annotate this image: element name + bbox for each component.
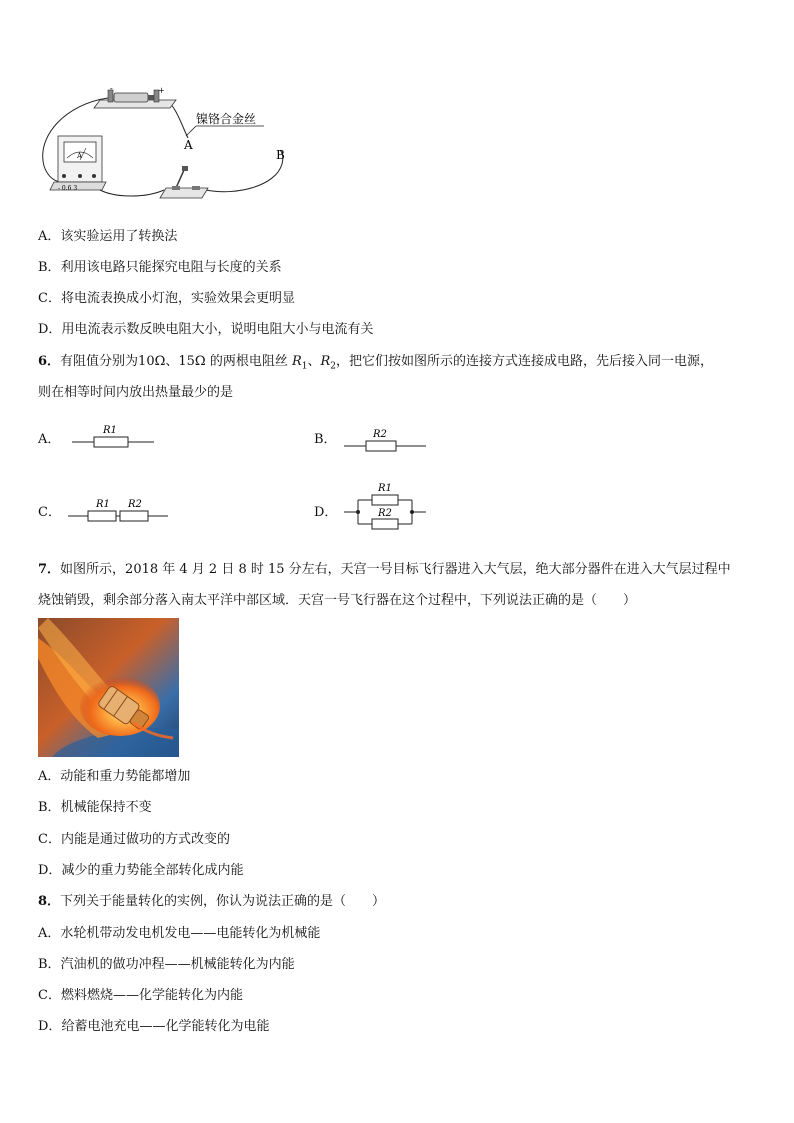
- q6-stem-line1: [38, 354, 713, 375]
- option-key: C．: [38, 291, 61, 306]
- ammeter: [50, 136, 106, 190]
- option-text: 汽油机的做功冲程——机械能转化为内能: [60, 957, 295, 972]
- q6-text-part2: ，把它们按如图所示的连接方式连接成电路，先后接入同一电源，: [336, 354, 714, 369]
- resistor-label: R2: [373, 429, 387, 440]
- option-text: 内能是通过做功的方式改变的: [60, 832, 230, 847]
- wire-label: 镍铬合金丝: [196, 112, 257, 126]
- option-text: 该实验运用了转换法: [60, 229, 178, 244]
- option-text: 将电流表换成小灯泡，实验效果会更明显: [60, 291, 295, 306]
- r1-symbol: R: [291, 354, 302, 369]
- q7-option-d[interactable]: [38, 863, 243, 879]
- option-key: A．: [38, 926, 61, 941]
- q6-option-a-circuit[interactable]: [70, 420, 160, 452]
- ammeter-scale: - 0.6 3: [58, 185, 78, 192]
- q7-stem-line2: [38, 593, 636, 609]
- ammeter-letter: A: [77, 152, 83, 160]
- option-key: C．: [38, 988, 61, 1003]
- q6-option-b-key[interactable]: B．: [314, 432, 337, 447]
- q6-option-d-key[interactable]: D．: [314, 505, 338, 520]
- option-text: 机械能保持不变: [60, 800, 152, 815]
- question-number: 7．: [38, 562, 61, 577]
- spacecraft-reentry-image: [38, 618, 179, 757]
- option-text: 用电流表示数反映电阻大小，说明电阻大小与电流有关: [61, 322, 374, 337]
- q5-option-b[interactable]: [38, 260, 282, 276]
- knife-switch: [160, 166, 208, 198]
- resistor-label: R1: [103, 425, 117, 436]
- battery-plus: +: [158, 86, 165, 95]
- q8-option-a[interactable]: [38, 926, 320, 942]
- option-text: 给蓄电池充电——化学能转化为电能: [61, 1019, 270, 1034]
- point-b-label: B: [276, 148, 285, 162]
- r1-subscript: 1: [301, 361, 308, 372]
- question-number: 6．: [38, 354, 61, 369]
- q7-text-line2: 烧蚀销毁，剩余部分落入南太平洋中部区域．天宫一号飞行器在这个过程中，下列说法正确的是（ ）: [38, 593, 637, 608]
- option-key: A．: [38, 229, 61, 244]
- option-text: 燃料燃烧——化学能转化为内能: [60, 988, 243, 1003]
- q5-option-c[interactable]: [38, 291, 295, 307]
- option-key: D．: [38, 322, 62, 337]
- q5-option-d[interactable]: [38, 322, 373, 338]
- resistor-label-1: R1: [378, 483, 392, 494]
- option-text: 减少的重力势能全部转化成内能: [61, 863, 244, 878]
- q7-option-c[interactable]: [38, 832, 230, 848]
- wire-label-leader: [186, 126, 196, 136]
- question-number: 8．: [38, 894, 61, 909]
- q8-text: 下列关于能量转化的实例，你认为说法正确的是（ ）: [60, 894, 386, 909]
- q6-option-c-circuit[interactable]: [66, 494, 172, 526]
- resistor-label-2: R2: [128, 499, 142, 510]
- wire-switch-to-b: [206, 150, 283, 192]
- resistor-label-1: R1: [96, 499, 110, 510]
- circuit-diagram: [36, 86, 306, 211]
- q8-option-b[interactable]: [38, 957, 295, 973]
- option-key: D．: [38, 863, 62, 878]
- option-key: B．: [38, 260, 61, 275]
- separator: 、: [307, 354, 321, 369]
- q7-option-a[interactable]: [38, 769, 190, 785]
- option-text: 水轮机带动发电机发电——电能转化为机械能: [60, 926, 321, 941]
- resistor-label-2: R2: [378, 508, 392, 519]
- option-text: 利用该电路只能探究电阻与长度的关系: [60, 260, 282, 275]
- q8-stem: [38, 894, 385, 910]
- q6-option-d-circuit[interactable]: [342, 478, 432, 534]
- q7-stem-line1: [38, 562, 731, 578]
- battery-minus: -: [110, 86, 113, 93]
- q7-option-b[interactable]: [38, 800, 152, 816]
- option-key: D．: [38, 1019, 62, 1034]
- q7-text-line1: 如图所示，2018 年 4 月 2 日 8 时 15 分左右，天宫一号目标飞行器进入大气层，绝大部分器件在进入大气层过程中: [60, 562, 731, 577]
- option-key: C．: [38, 832, 61, 847]
- q6-text-part1: 有阻值分别为10Ω、15Ω 的两根电阻丝: [60, 354, 292, 369]
- q6-option-a-key[interactable]: A．: [38, 432, 61, 447]
- option-text: 动能和重力势能都增加: [60, 769, 191, 784]
- r2-symbol: R: [320, 354, 331, 369]
- option-key: A．: [38, 769, 61, 784]
- q8-option-c[interactable]: [38, 988, 243, 1004]
- option-key: B．: [38, 957, 61, 972]
- q5-option-a[interactable]: [38, 229, 177, 245]
- q6-option-b-circuit[interactable]: [342, 424, 432, 456]
- q6-text-line2: 则在相等时间内放出热量最少的是: [38, 385, 234, 400]
- option-key: B．: [38, 800, 61, 815]
- q6-stem-line2: [38, 385, 233, 401]
- wire-meter-to-switch: [100, 190, 164, 196]
- q8-option-d[interactable]: [38, 1019, 269, 1035]
- point-a-label: A: [184, 138, 193, 152]
- q6-option-c-key[interactable]: C．: [38, 505, 61, 520]
- r2-subscript: 2: [330, 361, 337, 372]
